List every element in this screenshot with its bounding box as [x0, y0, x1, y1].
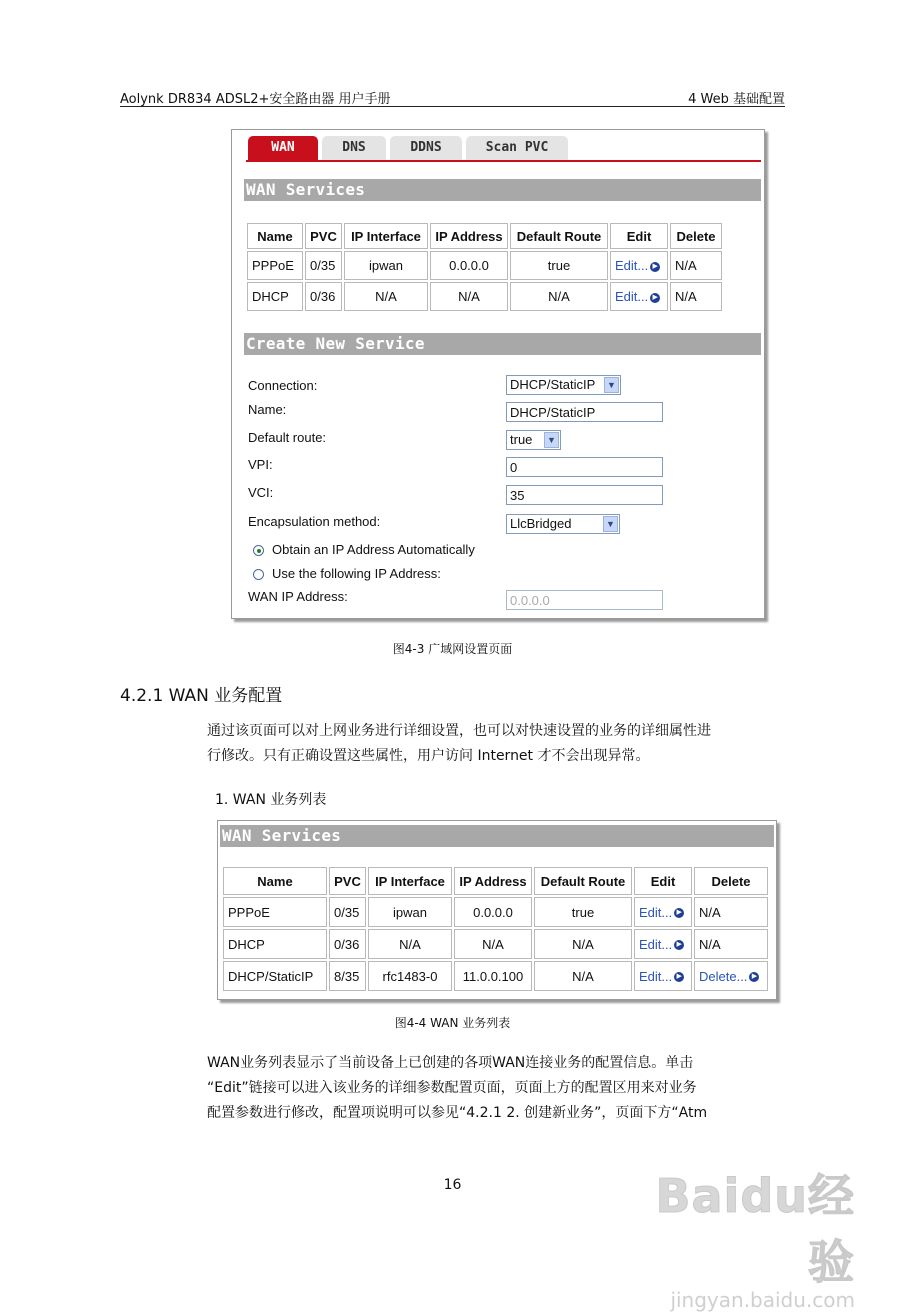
cell-ip-interface: N/A: [368, 929, 452, 959]
arrow-circle-icon: ▶: [650, 293, 660, 303]
wan-services-title: WAN Services: [244, 179, 761, 201]
chevron-down-icon: ▼: [603, 516, 618, 532]
table-row: [223, 961, 768, 991]
cell-name: DHCP/StaticIP: [223, 961, 327, 991]
col-default-route: Default Route: [510, 223, 608, 249]
edit-link[interactable]: Edit...: [639, 936, 673, 952]
intro-paragraph: [207, 719, 787, 769]
cell-default-route: N/A: [510, 282, 608, 311]
vpi-label: VPI:: [248, 457, 273, 472]
wan-ip-address-label: WAN IP Address:: [248, 589, 348, 604]
arrow-circle-icon: ▶: [674, 972, 684, 982]
edit-link[interactable]: Edit...: [615, 289, 649, 304]
col-ip-interface: IP Interface: [368, 867, 452, 895]
wan-ip-address-input[interactable]: 0.0.0.0: [506, 590, 663, 610]
table-row: [223, 929, 768, 959]
name-input[interactable]: DHCP/StaticIP: [506, 402, 663, 422]
table-row: [223, 897, 768, 927]
col-delete: Delete: [694, 867, 768, 895]
cell-default-route: true: [510, 251, 608, 280]
table-row: [247, 251, 722, 280]
chevron-down-icon: ▼: [604, 377, 619, 393]
edit-link-cell: [634, 897, 692, 927]
use-static-ip-label: Use the following IP Address:: [272, 566, 441, 581]
wan-services-list-screenshot: [217, 820, 777, 1000]
table-header-row: [247, 223, 722, 249]
header-chapter-title: 4 Web 基础配置: [688, 92, 785, 107]
cell-delete: N/A: [694, 897, 768, 927]
figure-4-3-caption: 图4-3 广域网设置页面: [392, 642, 513, 656]
cell-delete: N/A: [670, 282, 722, 311]
cell-pvc: 0/35: [329, 897, 366, 927]
cell-name: PPPoE: [247, 251, 303, 280]
connection-value: DHCP/StaticIP: [510, 377, 596, 392]
col-pvc: PVC: [329, 867, 366, 895]
list-heading: 1. WAN 业务列表: [215, 792, 327, 808]
cell-ip-interface: N/A: [344, 282, 428, 311]
vci-label: VCI:: [248, 485, 274, 500]
use-static-ip-radio[interactable]: [253, 569, 264, 580]
cell-ip-interface: ipwan: [368, 897, 452, 927]
cell-ip-address: 11.0.0.100: [454, 961, 532, 991]
edit-link-cell: [610, 251, 668, 280]
arrow-circle-icon: ▶: [674, 940, 684, 950]
cell-pvc: 0/35: [305, 251, 342, 280]
obtain-ip-auto-radio[interactable]: [253, 545, 264, 556]
vci-input[interactable]: 35: [506, 485, 663, 505]
default-route-label: Default route:: [248, 430, 327, 445]
connection-label: Connection:: [248, 378, 318, 393]
cell-name: DHCP: [223, 929, 327, 959]
tab-dns[interactable]: DNS: [322, 136, 386, 160]
cell-delete: N/A: [694, 929, 768, 959]
section-heading: 4.2.1 WAN 业务配置: [120, 686, 283, 706]
table-row: [247, 282, 722, 311]
edit-link[interactable]: Edit...: [615, 258, 649, 273]
delete-link[interactable]: Delete...: [699, 968, 748, 984]
wan-services-title: WAN Services: [220, 825, 774, 847]
description-paragraph-line: “Edit”链接可以进入该业务的详细参数配置页面，页面上方的配置区用来对业务: [207, 1080, 697, 1096]
col-name: Name: [247, 223, 303, 249]
cell-ip-interface: ipwan: [344, 251, 428, 280]
watermark-logo: Baidu经验: [655, 1169, 855, 1289]
col-delete: Delete: [670, 223, 722, 249]
cell-ip-address: 0.0.0.0: [454, 897, 532, 927]
connection-select[interactable]: [506, 375, 621, 395]
default-route-value: true: [510, 432, 533, 447]
wan-settings-screenshot: [231, 129, 765, 619]
description-paragraph: [207, 1051, 787, 1126]
wan-services-table: [245, 221, 724, 313]
edit-link[interactable]: Edit...: [639, 904, 673, 920]
edit-link-cell: [634, 929, 692, 959]
tab-wan[interactable]: WAN: [248, 136, 318, 160]
intro-paragraph-line: 通过该页面可以对上网业务进行详细设置，也可以对快速设置的业务的详细属性进: [207, 723, 711, 739]
encapsulation-label: Encapsulation method:: [248, 514, 381, 529]
edit-link-cell: [634, 961, 692, 991]
vpi-input[interactable]: 0: [506, 457, 663, 477]
tab-ddns[interactable]: DDNS: [390, 136, 462, 160]
table-header-row: [223, 867, 768, 895]
cell-default-route: N/A: [534, 929, 632, 959]
cell-pvc: 0/36: [305, 282, 342, 311]
cell-ip-address: N/A: [454, 929, 532, 959]
col-edit: Edit: [610, 223, 668, 249]
cell-default-route: N/A: [534, 961, 632, 991]
figure-4-4-caption: 图4-4 WAN 业务列表: [394, 1016, 511, 1030]
page-number: 16: [443, 1177, 462, 1193]
header-divider: [120, 106, 785, 107]
cell-name: DHCP: [247, 282, 303, 311]
encapsulation-value: LlcBridged: [510, 516, 572, 531]
description-paragraph-line: 配置参数进行修改，配置项说明可以参见“4.2.1 2. 创建新业务”，页面下方“Atm: [207, 1105, 708, 1121]
col-edit: Edit: [634, 867, 692, 895]
cell-default-route: true: [534, 897, 632, 927]
arrow-circle-icon: ▶: [650, 262, 660, 272]
cell-pvc: 8/35: [329, 961, 366, 991]
description-paragraph-line: WAN业务列表显示了当前设备上已创建的各项WAN连接业务的配置信息。单击: [207, 1055, 694, 1071]
baidu-jingyan-watermark: [635, 1160, 855, 1312]
cell-name: PPPoE: [223, 897, 327, 927]
tab-scan-pvc[interactable]: Scan PVC: [466, 136, 568, 160]
col-pvc: PVC: [305, 223, 342, 249]
edit-link-cell: [610, 282, 668, 311]
tab-bar: [248, 136, 568, 160]
header-manual-title: Aolynk DR834 ADSL2+安全路由器 用户手册: [120, 92, 391, 107]
encapsulation-select[interactable]: [506, 514, 620, 534]
cell-ip-address: 0.0.0.0: [430, 251, 508, 280]
name-label: Name:: [248, 402, 287, 417]
col-ip-address: IP Address: [454, 867, 532, 895]
col-ip-interface: IP Interface: [344, 223, 428, 249]
col-name: Name: [223, 867, 327, 895]
cell-delete: N/A: [670, 251, 722, 280]
col-default-route: Default Route: [534, 867, 632, 895]
chevron-down-icon: ▼: [544, 432, 559, 448]
cell-ip-interface: rfc1483-0: [368, 961, 452, 991]
intro-paragraph-line: 行修改。只有正确设置这些属性，用户访问 Internet 才不会出现异常。: [207, 748, 650, 764]
wan-services-table: [221, 865, 770, 993]
obtain-ip-auto-label: Obtain an IP Address Automatically: [272, 542, 475, 557]
col-ip-address: IP Address: [430, 223, 508, 249]
create-new-service-title: Create New Service: [244, 333, 761, 355]
arrow-circle-icon: ▶: [749, 972, 759, 982]
cell-ip-address: N/A: [430, 282, 508, 311]
tab-underline: [246, 160, 761, 162]
default-route-select[interactable]: [506, 430, 561, 450]
cell-pvc: 0/36: [329, 929, 366, 959]
watermark-url: jingyan.baidu.com: [670, 1288, 855, 1312]
edit-link[interactable]: Edit...: [639, 968, 673, 984]
delete-link-cell: [694, 961, 768, 991]
arrow-circle-icon: ▶: [674, 908, 684, 918]
